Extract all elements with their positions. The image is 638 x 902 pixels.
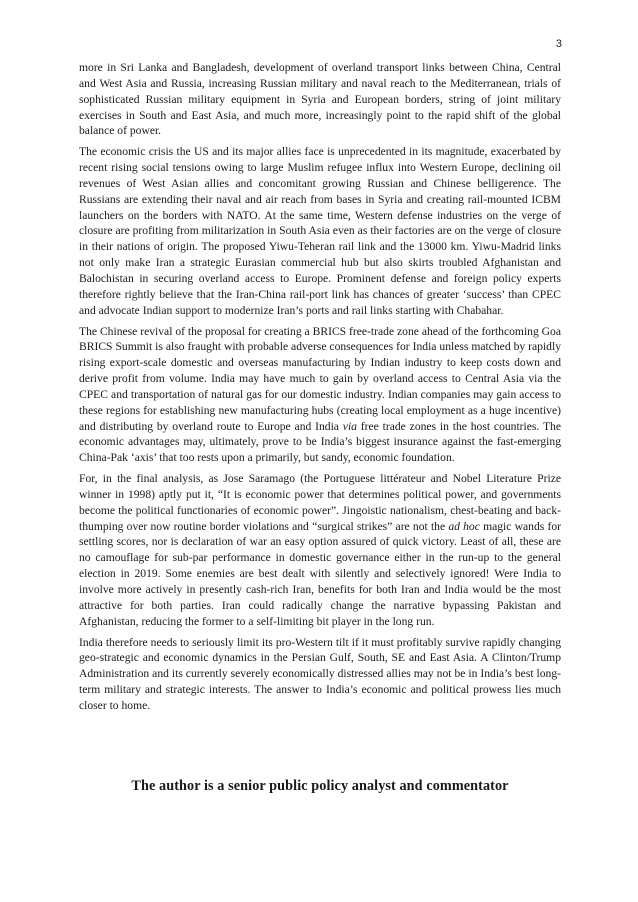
- paragraph-5: India therefore needs to seriously limit its pro-Western tilt if it must profitably survive rapidly changing geo-strategic and economic dynamics in the Persian Gulf, South, SE and East Asia. A Clinton/Trump Administration and its currently severely economically distressed allies may not be in India’s best long-term military and strategic interests. The answer to India’s economic and political prowess lies much closer to home.: [79, 635, 561, 712]
- paragraph-4: [79, 471, 561, 629]
- paragraph-3-text: The Chinese revival of the proposal for creating a BRICS free-trade zone ahead of the forthcoming Goa BRICS Summit is also fraught with probable adverse consequences for India unless matched by rapidly rising export-scale domestic and overseas manufacturing by Indian industry to keep costs down and derive profit from volume. India may have much to gain by overland access to Central Asia via the CPEC and transportation of natural gas for our domestic industry. Indian companies may gain access to these regions for establishing new manufacturing hubs (creating local employment as a huge incentive) and distributing by overland route to Europe and India: [79, 324, 561, 433]
- author-note: The author is a senior public policy analyst and commentator: [131, 778, 509, 794]
- article-body: [79, 60, 561, 719]
- paragraph-4-italic: ad hoc: [448, 519, 480, 533]
- paragraph-4-text: For, in the final analysis, as Jose Saramago (the Portuguese littérateur and Nobel Literature Prize winner in 1998) aptly put it, “It is economic power that determines political power, and governments become the political functionaries of economic power”. Jingoistic nationalism, chest-beating and back-thumping over now routine border violations and “surgical strikes” are not the: [79, 472, 561, 533]
- paragraph-3-rest: free trade zones in the host countries. The economic advantages may, ultimately, prove to be India’s biggest insurance against the fast-emerging China-Pak ‘axis’ that too rests upon a primarily, but sandy, economic foundation.: [79, 419, 561, 465]
- paragraph-2: The economic crisis the US and its major allies face is unprecedented in its magnitude, exacerbated by recent rising social tensions owing to large Muslim refugee influx into Western Europe, declining oil revenues of West Asian allies and concomitant growing Russian and Chinese belligerence. The Russians are extending their naval and air reach from bases in Syria and creating rail-mounted ICBM launchers on the borders with NATO. At the same time, Western defense industries on the verge of closure are profiting from militarization in South Asia even as their factories are on the verge of closure in their nations of origin. The proposed Yiwu-Teheran rail link and the 13000 km. Yiwu-Madrid links not only make Iran a strategic Eurasian commercial hub but also skirts troubled Afghanistan and Balochistan in securing overland access to Europe. Prominent defense and foreign policy experts therefore rightly believe that the Iran-China rail-port link has chances of greater ‘success’ than CPEC and advocate Indian support to modernize Iran’s ports and rail links starting with Chabahar.: [79, 145, 561, 317]
- paragraph-3-italic: via: [342, 419, 357, 433]
- paragraph-1: more in Sri Lanka and Bangladesh, development of overland transport links between China, Central and West Asia and Russia, increasing Russian military and naval reach to the Mediterranean, trials of sophisticated Russian military equipment in Syria and European borders, string of joint military exercises in South and East Asia, and much more, increasingly point to the rapid shift of the global balance of power.: [79, 61, 561, 138]
- paragraph-4-rest: magic wands for settling scores, nor is declaration of war an easy option assured of quick victory. Least of all, these are no camouflage for sub-par performance in domestic governance either in the run-up to the general election in 2019. Some enemies are best dealt with silently and selectively ignored! Were India to involve more actively in presently cash-rich Iran, benefits for both Iran and India would be the most attractive for both parties. Iran could radically change the narrative bypassing Pakistan and Afghanistan, reducing the former to a self-limiting bit player in the long run.: [79, 519, 561, 628]
- paragraph-3: [79, 324, 561, 467]
- page-number: 3: [555, 38, 562, 50]
